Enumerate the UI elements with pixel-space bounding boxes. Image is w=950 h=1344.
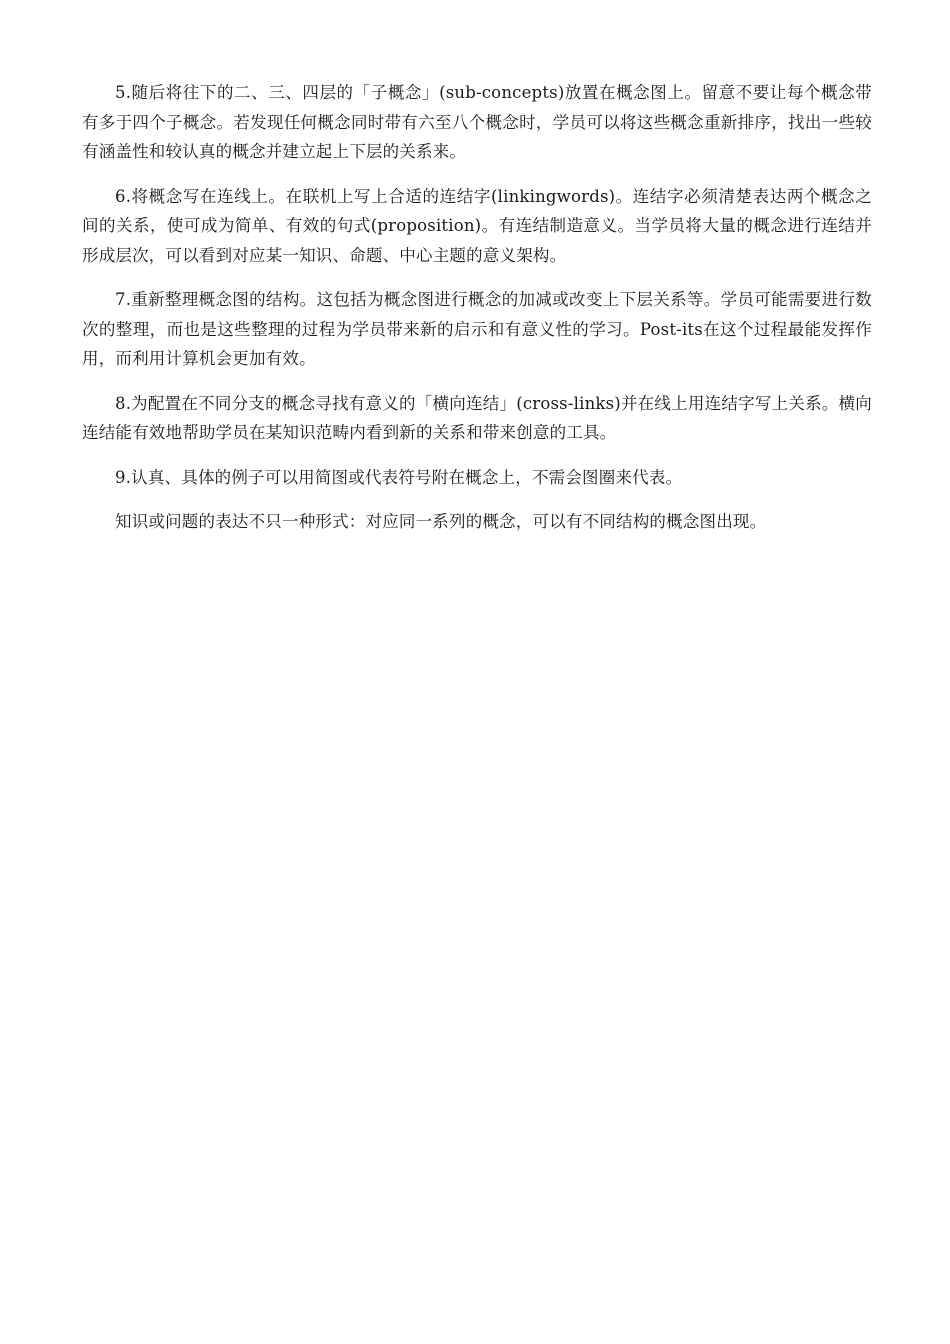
- paragraph-step-8: 8.为配置在不同分支的概念寻找有意义的「横向连结」(cross-links)并在线上用连结字写上关系。横向连结能有效地帮助学员在某知识范畴内看到新的关系和带来创意的工具。: [82, 393, 872, 442]
- paragraph-conclusion: 知识或问题的表达不只一种形式：对应同一系列的概念，可以有不同结构的概念图出现。: [115, 512, 767, 531]
- paragraph-step-5: 5.随后将往下的二、三、四层的「子概念」(sub-concepts)放置在概念图上。留意不要让每个概念带有多于四个子概念。若发现任何概念同时带有六至八个概念时，学员可以将这些概念重新排序，找出一些较有涵盖性和较认真的概念并建立起上下层的关系来。: [82, 83, 872, 161]
- paragraph-step-7: 7.重新整理概念图的结构。这包括为概念图进行概念的加减或改变上下层关系等。学员可能需要进行数次的整理，而也是这些整理的过程为学员带来新的启示和有意义性的学习。Post-its在这个过程最能发挥作用，而利用计算机会更加有效。: [82, 290, 872, 368]
- paragraph-step-9: 9.认真、具体的例子可以用简图或代表符号附在概念上，不需会图圈来代表。: [115, 467, 683, 487]
- paragraph-step-6: 6.将概念写在连线上。在联机上写上合适的连结字(linkingwords)。连结字必须清楚表达两个概念之间的关系，使可成为简单、有效的句式(proposition)。有连结制造意义。当学员将大量的概念进行连结并形成层次，可以看到对应某一知识、命题、中心主题的意义架构。: [82, 186, 872, 265]
- document-page: [82, 78, 872, 552]
